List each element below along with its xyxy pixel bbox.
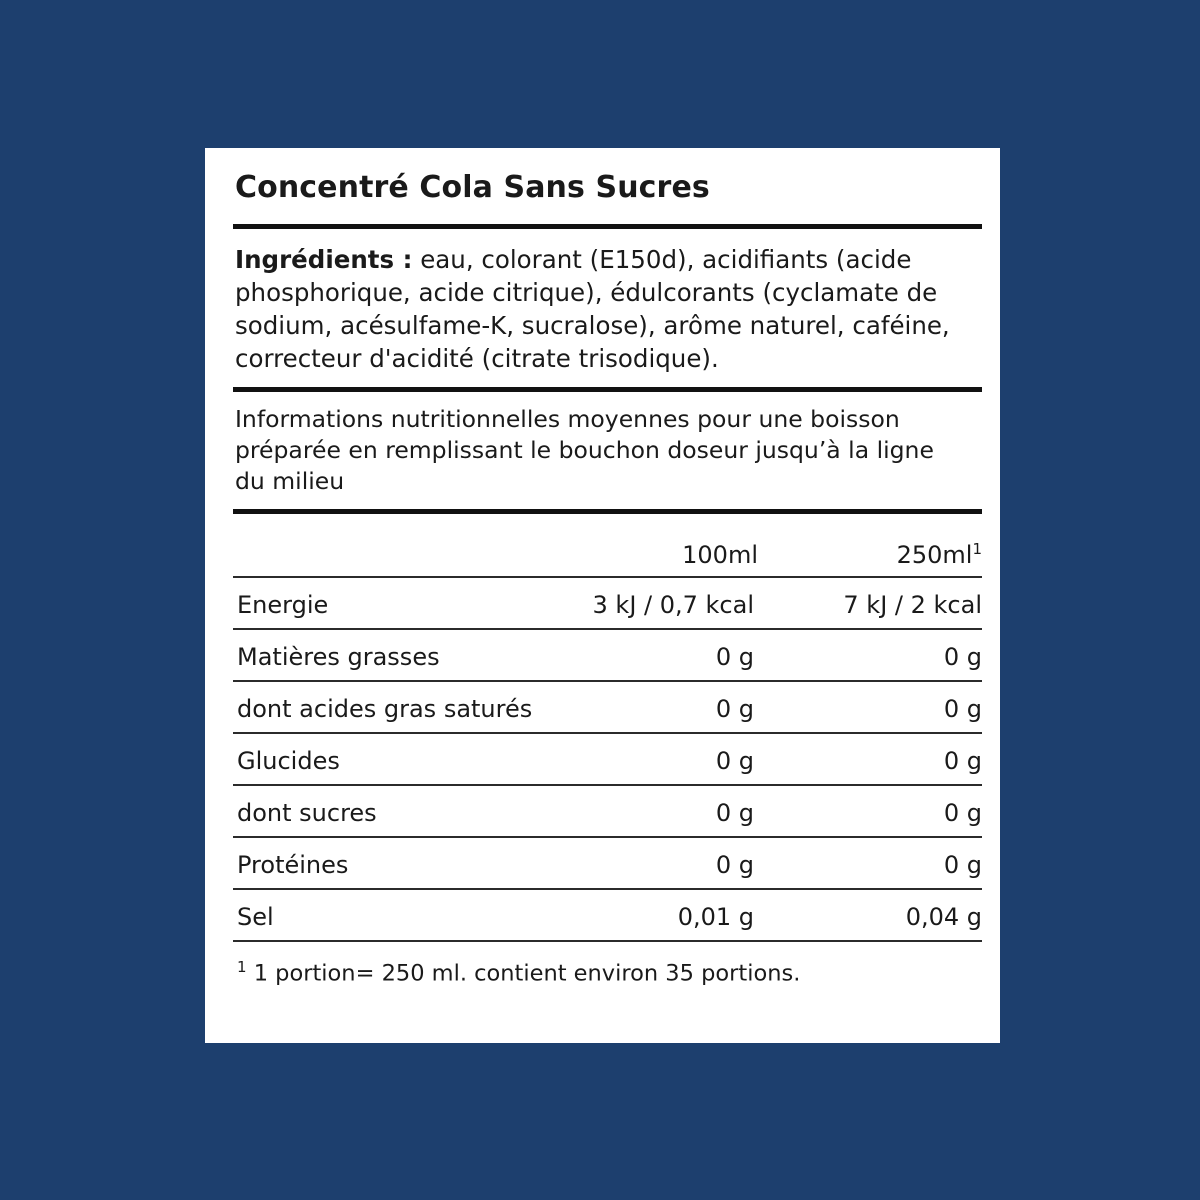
row-value-matieres-grasses-250ml: 0 g (758, 629, 982, 681)
header-label-column (233, 540, 533, 577)
row-value-sel-100ml: 0,01 g (533, 889, 758, 941)
footnote-text: 1 portion= 250 ml. contient environ 35 portions. (246, 960, 801, 987)
nutrition-table (233, 540, 982, 942)
nutrition-table-body (233, 577, 982, 941)
header-100ml-text: 100ml (682, 541, 758, 570)
row-value-energie-250ml: 7 kJ / 2 kcal (758, 577, 982, 629)
row-value-glucides-250ml: 0 g (758, 733, 982, 785)
row-value-energie-100ml: 3 kJ / 0,7 kcal (533, 577, 758, 629)
table-row (233, 733, 982, 785)
divider-below-note (233, 509, 982, 514)
row-value-sel-250ml: 0,04 g (758, 889, 982, 941)
table-row (233, 785, 982, 837)
ingredients-block (233, 229, 980, 387)
row-label-energie: Energie (233, 577, 533, 629)
table-header-row (233, 540, 982, 577)
table-row (233, 629, 982, 681)
row-label-matieres-grasses: Matières grasses (233, 629, 533, 681)
nutrition-note: Informations nutritionnelles moyennes pour une boisson préparée en remplissant le bouchon doseur jusqu’à la ligne du milieu (235, 405, 934, 496)
footnote-marker: 1 (237, 958, 247, 977)
header-250ml-superscript: 1 (972, 540, 982, 559)
row-value-dont-sucres-100ml: 0 g (533, 785, 758, 837)
table-row (233, 577, 982, 629)
header-100ml (533, 540, 758, 577)
row-value-dont-sucres-250ml: 0 g (758, 785, 982, 837)
ingredients-text: eau, colorant (E150d), acidifiants (acide phosphorique, acide citrique), édulcorants (cyclamate de sodium, acésulfame-K, sucralose), arôme naturel, caféine, correcteur d'acidité (citrate trisodique). (235, 245, 950, 374)
row-label-glucides: Glucides (233, 733, 533, 785)
footnote (233, 942, 980, 987)
row-label-dont-sucres: dont sucres (233, 785, 533, 837)
ingredients-heading: Ingrédients : (235, 245, 413, 274)
row-value-proteines-100ml: 0 g (533, 837, 758, 889)
table-row (233, 681, 982, 733)
header-250ml (758, 540, 982, 577)
table-row (233, 889, 982, 941)
row-value-proteines-250ml: 0 g (758, 837, 982, 889)
nutrition-label-panel (205, 148, 1000, 1043)
row-label-acides-gras-satures: dont acides gras saturés (233, 681, 533, 733)
table-row (233, 837, 982, 889)
row-label-proteines: Protéines (233, 837, 533, 889)
nutrition-table-head (233, 540, 982, 577)
row-value-acides-gras-satures-100ml: 0 g (533, 681, 758, 733)
row-value-acides-gras-satures-250ml: 0 g (758, 681, 982, 733)
product-title: Concentré Cola Sans Sucres (235, 170, 710, 205)
header-250ml-text: 250ml (896, 541, 973, 570)
row-value-glucides-100ml: 0 g (533, 733, 758, 785)
row-label-sel: Sel (233, 889, 533, 941)
row-value-matieres-grasses-100ml: 0 g (533, 629, 758, 681)
